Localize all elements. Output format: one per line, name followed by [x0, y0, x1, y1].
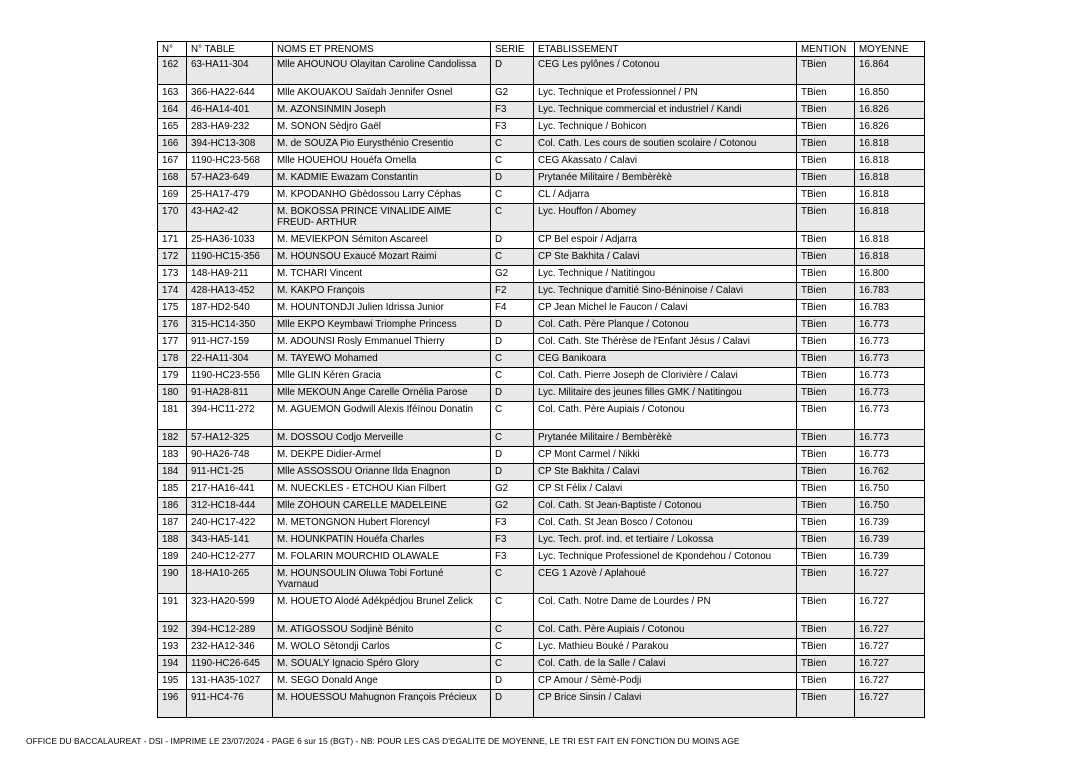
cell-rank: 193: [158, 639, 187, 656]
cell-name: M. TAYEWO Mohamed: [273, 351, 491, 368]
cell-average: 16.773: [855, 351, 925, 368]
cell-series: C: [491, 566, 534, 594]
cell-average: 16.773: [855, 334, 925, 351]
table-row: [158, 334, 925, 351]
cell-average: 16.826: [855, 102, 925, 119]
cell-table-number: 232-HA12-346: [187, 639, 273, 656]
cell-rank: 169: [158, 187, 187, 204]
cell-average: 16.750: [855, 481, 925, 498]
cell-name: M. de SOUZA Pio Eurysthénio Cresentio: [273, 136, 491, 153]
cell-average: 16.762: [855, 464, 925, 481]
cell-average: 16.727: [855, 566, 925, 594]
cell-series: D: [491, 673, 534, 690]
cell-mention: TBien: [797, 656, 855, 673]
cell-mention: TBien: [797, 300, 855, 317]
cell-mention: TBien: [797, 385, 855, 402]
cell-mention: TBien: [797, 170, 855, 187]
cell-table-number: 315-HC14-350: [187, 317, 273, 334]
cell-average: 16.773: [855, 317, 925, 334]
cell-rank: 176: [158, 317, 187, 334]
cell-table-number: 57-HA23-649: [187, 170, 273, 187]
cell-school: Col. Cath. Notre Dame de Lourdes / PN: [534, 594, 797, 622]
cell-name: M. MEVIEKPON Sémiton Ascareel: [273, 232, 491, 249]
cell-mention: TBien: [797, 351, 855, 368]
cell-name: Mlle AKOUAKOU Saïdah Jennifer Osnel: [273, 85, 491, 102]
cell-school: Lyc. Houffon / Abomey: [534, 204, 797, 232]
table-row: [158, 300, 925, 317]
cell-school: CP Ste Bakhita / Calavi: [534, 249, 797, 266]
cell-name: M. HOUNKPATIN Houéfa Charles: [273, 532, 491, 549]
cell-rank: 177: [158, 334, 187, 351]
table-row: [158, 498, 925, 515]
cell-series: C: [491, 351, 534, 368]
cell-school: Col. Cath. de la Salle / Calavi: [534, 656, 797, 673]
cell-school: Lyc. Technique commercial et industriel / Kandi: [534, 102, 797, 119]
cell-name: Mlle EKPO Keymbawi Triomphe Princess: [273, 317, 491, 334]
cell-name: M. AGUEMON Godwill Alexis Iféïnou Donatin: [273, 402, 491, 430]
cell-rank: 180: [158, 385, 187, 402]
cell-school: Col. Cath. St Jean Bosco / Cotonou: [534, 515, 797, 532]
cell-name: M. FOLARIN MOURCHID OLAWALE: [273, 549, 491, 566]
cell-mention: TBien: [797, 85, 855, 102]
cell-table-number: 911-HC1-25: [187, 464, 273, 481]
cell-name: M. SONON Sèdjro Gaël: [273, 119, 491, 136]
cell-name: M. ATIGOSSOU Sodjinè Bénito: [273, 622, 491, 639]
cell-school: Lyc. Mathieu Bouké / Parakou: [534, 639, 797, 656]
cell-mention: TBien: [797, 57, 855, 85]
cell-rank: 172: [158, 249, 187, 266]
table-row: [158, 515, 925, 532]
cell-table-number: 91-HA28-811: [187, 385, 273, 402]
cell-series: C: [491, 153, 534, 170]
table-row: [158, 447, 925, 464]
cell-mention: TBien: [797, 368, 855, 385]
cell-average: 16.727: [855, 656, 925, 673]
cell-mention: TBien: [797, 119, 855, 136]
cell-rank: 171: [158, 232, 187, 249]
cell-rank: 173: [158, 266, 187, 283]
cell-average: 16.773: [855, 447, 925, 464]
cell-average: 16.739: [855, 549, 925, 566]
cell-average: 16.739: [855, 515, 925, 532]
cell-table-number: 217-HA16-441: [187, 481, 273, 498]
cell-series: C: [491, 639, 534, 656]
cell-mention: TBien: [797, 566, 855, 594]
cell-school: CEG Banikoara: [534, 351, 797, 368]
cell-mention: TBien: [797, 232, 855, 249]
table-row: [158, 119, 925, 136]
cell-mention: TBien: [797, 334, 855, 351]
cell-rank: 166: [158, 136, 187, 153]
table-row: [158, 481, 925, 498]
cell-average: 16.818: [855, 249, 925, 266]
cell-name: M. HOUNSOU Exaucé Mozart Raimi: [273, 249, 491, 266]
cell-rank: 192: [158, 622, 187, 639]
table-header-row: [158, 42, 925, 57]
cell-rank: 183: [158, 447, 187, 464]
cell-rank: 162: [158, 57, 187, 85]
cell-school: CP Brice Sinsin / Calavi: [534, 690, 797, 718]
cell-mention: TBien: [797, 266, 855, 283]
cell-series: C: [491, 656, 534, 673]
table-row: [158, 368, 925, 385]
table-row: [158, 57, 925, 85]
cell-name: M. ADOUNSI Rosly Emmanuel Thierry: [273, 334, 491, 351]
cell-table-number: 1190-HC15-356: [187, 249, 273, 266]
cell-table-number: 394-HC13-308: [187, 136, 273, 153]
cell-table-number: 90-HA26-748: [187, 447, 273, 464]
table-row: [158, 351, 925, 368]
cell-rank: 189: [158, 549, 187, 566]
cell-average: 16.818: [855, 204, 925, 232]
cell-table-number: 428-HA13-452: [187, 283, 273, 300]
cell-rank: 178: [158, 351, 187, 368]
cell-mention: TBien: [797, 515, 855, 532]
table-row: [158, 136, 925, 153]
cell-school: CP Ste Bakhita / Calavi: [534, 464, 797, 481]
table-row: [158, 153, 925, 170]
cell-name: M. DOSSOU Codjo Merveille: [273, 430, 491, 447]
cell-series: C: [491, 136, 534, 153]
cell-mention: TBien: [797, 402, 855, 430]
table-row: [158, 673, 925, 690]
cell-average: 16.783: [855, 283, 925, 300]
cell-school: CP Amour / Sèmè-Podji: [534, 673, 797, 690]
cell-table-number: 283-HA9-232: [187, 119, 273, 136]
cell-rank: 167: [158, 153, 187, 170]
cell-rank: 191: [158, 594, 187, 622]
cell-school: Col. Cath. Les cours de soutien scolaire / Cotonou: [534, 136, 797, 153]
cell-table-number: 394-HC12-289: [187, 622, 273, 639]
cell-series: F3: [491, 102, 534, 119]
cell-mention: TBien: [797, 283, 855, 300]
cell-name: M. TCHARI Vincent: [273, 266, 491, 283]
cell-rank: 168: [158, 170, 187, 187]
table-row: [158, 170, 925, 187]
table-row: [158, 385, 925, 402]
cell-school: CP Jean Michel le Faucon / Calavi: [534, 300, 797, 317]
cell-school: CL / Adjarra: [534, 187, 797, 204]
cell-average: 16.773: [855, 430, 925, 447]
cell-school: CP Mont Carmel / Nikki: [534, 447, 797, 464]
cell-school: Lyc. Technique d'amitié Sino-Béninoise / Calavi: [534, 283, 797, 300]
cell-average: 16.727: [855, 673, 925, 690]
cell-table-number: 18-HA10-265: [187, 566, 273, 594]
cell-series: D: [491, 232, 534, 249]
cell-name: M. HOUNTONDJI Julien Idrissa Junior: [273, 300, 491, 317]
cell-rank: 195: [158, 673, 187, 690]
table-row: [158, 317, 925, 334]
cell-mention: TBien: [797, 673, 855, 690]
table-row: [158, 266, 925, 283]
header-average: MOYENNE: [855, 42, 925, 57]
cell-rank: 174: [158, 283, 187, 300]
cell-name: Mlle HOUEHOU Houéfa Ornella: [273, 153, 491, 170]
cell-school: Lyc. Technique Professionel de Kpondehou / Cotonou: [534, 549, 797, 566]
cell-school: CP St Félix / Calavi: [534, 481, 797, 498]
cell-name: M. AZONSINMIN Joseph: [273, 102, 491, 119]
cell-table-number: 57-HA12-325: [187, 430, 273, 447]
header-series: SERIE: [491, 42, 534, 57]
cell-school: Prytanée Militaire / Bembèrèkè: [534, 430, 797, 447]
cell-school: Col. Cath. St Jean-Baptiste / Cotonou: [534, 498, 797, 515]
cell-mention: TBien: [797, 532, 855, 549]
cell-average: 16.818: [855, 153, 925, 170]
cell-name: M. METONGNON Hubert Florencyl: [273, 515, 491, 532]
cell-table-number: 240-HC12-277: [187, 549, 273, 566]
cell-series: D: [491, 447, 534, 464]
cell-school: Col. Cath. Père Aupiais / Cotonou: [534, 622, 797, 639]
cell-mention: TBien: [797, 594, 855, 622]
table-row: [158, 232, 925, 249]
cell-average: 16.773: [855, 402, 925, 430]
cell-rank: 175: [158, 300, 187, 317]
cell-school: Prytanée Militaire / Bembèrèkè: [534, 170, 797, 187]
cell-series: D: [491, 170, 534, 187]
table-row: [158, 656, 925, 673]
cell-name: Mlle ZOHOUN CARELLE MADELEINE: [273, 498, 491, 515]
cell-rank: 163: [158, 85, 187, 102]
cell-average: 16.818: [855, 136, 925, 153]
cell-table-number: 323-HA20-599: [187, 594, 273, 622]
cell-name: M. SEGO Donald Ange: [273, 673, 491, 690]
cell-series: C: [491, 249, 534, 266]
cell-mention: TBien: [797, 187, 855, 204]
table-row: [158, 430, 925, 447]
cell-series: F3: [491, 532, 534, 549]
cell-school: CP Bel espoir / Adjarra: [534, 232, 797, 249]
cell-series: G2: [491, 266, 534, 283]
cell-average: 16.864: [855, 57, 925, 85]
cell-name: M. DEKPE Didier-Armel: [273, 447, 491, 464]
header-name: NOMS ET PRENOMS: [273, 42, 491, 57]
cell-series: C: [491, 402, 534, 430]
cell-series: F3: [491, 515, 534, 532]
cell-series: G2: [491, 498, 534, 515]
cell-series: F3: [491, 119, 534, 136]
cell-table-number: 1190-HC23-556: [187, 368, 273, 385]
cell-rank: 179: [158, 368, 187, 385]
page-footer: OFFICE DU BACCALAUREAT - DSI - IMPRIME LE 23/07/2024 - PAGE 6 sur 15 (BGT) - NB: POUR LES CAS D'EGALITE DE MOYENNE, LE TRI EST FAIT EN FONCTION DU MOINS AGE: [26, 736, 740, 746]
cell-school: Lyc. Technique / Bohicon: [534, 119, 797, 136]
cell-mention: TBien: [797, 204, 855, 232]
cell-average: 16.750: [855, 498, 925, 515]
cell-table-number: 131-HA35-1027: [187, 673, 273, 690]
cell-average: 16.727: [855, 622, 925, 639]
table-row: [158, 187, 925, 204]
cell-series: C: [491, 594, 534, 622]
cell-name: Mlle MEKOUN Ange Carelle Ornélia Parose: [273, 385, 491, 402]
cell-school: Col. Cath. Père Planque / Cotonou: [534, 317, 797, 334]
cell-mention: TBien: [797, 639, 855, 656]
cell-name: M. WOLO Sètondji Carlos: [273, 639, 491, 656]
cell-name: M. KPODANHO Gbèdossou Larry Céphas: [273, 187, 491, 204]
cell-table-number: 22-HA11-304: [187, 351, 273, 368]
cell-school: Col. Cath. Ste Thérèse de l'Enfant Jésus / Calavi: [534, 334, 797, 351]
cell-series: F4: [491, 300, 534, 317]
table-row: [158, 639, 925, 656]
cell-rank: 182: [158, 430, 187, 447]
cell-average: 16.773: [855, 385, 925, 402]
cell-name: M. KAKPO François: [273, 283, 491, 300]
table-row: [158, 283, 925, 300]
table-row: [158, 532, 925, 549]
cell-average: 16.800: [855, 266, 925, 283]
results-table: [157, 41, 925, 718]
header-table-number: N° TABLE: [187, 42, 273, 57]
cell-series: D: [491, 334, 534, 351]
cell-rank: 165: [158, 119, 187, 136]
cell-rank: 188: [158, 532, 187, 549]
cell-series: D: [491, 464, 534, 481]
table-row: [158, 566, 925, 594]
cell-name: Mlle GLIN Kéren Gracia: [273, 368, 491, 385]
cell-table-number: 240-HC17-422: [187, 515, 273, 532]
cell-mention: TBien: [797, 481, 855, 498]
cell-name: M. HOUNSOULIN Oluwa Tobi Fortuné Yvarnaud: [273, 566, 491, 594]
cell-table-number: 911-HC4-76: [187, 690, 273, 718]
cell-school: CEG Les pylônes / Cotonou: [534, 57, 797, 85]
cell-name: M. HOUESSOU Mahugnon François Précieux: [273, 690, 491, 718]
header-school: ETABLISSEMENT: [534, 42, 797, 57]
cell-table-number: 25-HA36-1033: [187, 232, 273, 249]
cell-series: C: [491, 187, 534, 204]
cell-mention: TBien: [797, 136, 855, 153]
cell-rank: 164: [158, 102, 187, 119]
cell-table-number: 1190-HC23-568: [187, 153, 273, 170]
cell-table-number: 312-HC18-444: [187, 498, 273, 515]
cell-series: D: [491, 317, 534, 334]
cell-table-number: 148-HA9-211: [187, 266, 273, 283]
cell-name: Mlle ASSOSSOU Orianne Ilda Enagnon: [273, 464, 491, 481]
cell-rank: 190: [158, 566, 187, 594]
cell-average: 16.739: [855, 532, 925, 549]
cell-rank: 194: [158, 656, 187, 673]
cell-average: 16.727: [855, 594, 925, 622]
cell-rank: 185: [158, 481, 187, 498]
cell-series: C: [491, 622, 534, 639]
cell-average: 16.826: [855, 119, 925, 136]
cell-table-number: 1190-HC26-645: [187, 656, 273, 673]
cell-rank: 186: [158, 498, 187, 515]
cell-average: 16.773: [855, 368, 925, 385]
cell-school: Col. Cath. Pierre Joseph de Clorivière / Calavi: [534, 368, 797, 385]
cell-mention: TBien: [797, 549, 855, 566]
cell-series: G2: [491, 85, 534, 102]
cell-mention: TBien: [797, 249, 855, 266]
cell-mention: TBien: [797, 430, 855, 447]
cell-mention: TBien: [797, 690, 855, 718]
table-row: [158, 402, 925, 430]
table-row: [158, 594, 925, 622]
cell-series: F3: [491, 549, 534, 566]
cell-series: G2: [491, 481, 534, 498]
cell-school: Lyc. Technique et Professionnel / PN: [534, 85, 797, 102]
cell-school: Lyc. Tech. prof. ind. et tertiaire / Lokossa: [534, 532, 797, 549]
cell-average: 16.783: [855, 300, 925, 317]
cell-average: 16.727: [855, 639, 925, 656]
cell-mention: TBien: [797, 622, 855, 639]
cell-series: D: [491, 385, 534, 402]
table-row: [158, 204, 925, 232]
cell-series: F2: [491, 283, 534, 300]
cell-name: Mlle AHOUNOU Olayitan Caroline Candolissa: [273, 57, 491, 85]
cell-table-number: 25-HA17-479: [187, 187, 273, 204]
cell-name: M. SOUALY Ignacio Spéro Glory: [273, 656, 491, 673]
cell-table-number: 911-HC7-159: [187, 334, 273, 351]
cell-average: 16.727: [855, 690, 925, 718]
cell-name: M. NUECKLES - ETCHOU Kian Filbert: [273, 481, 491, 498]
cell-school: Col. Cath. Père Aupiais / Cotonou: [534, 402, 797, 430]
cell-name: M. HOUETO Alodé Adékpédjou Brunel Zelick: [273, 594, 491, 622]
cell-mention: TBien: [797, 102, 855, 119]
cell-rank: 187: [158, 515, 187, 532]
table-body: [158, 57, 925, 718]
table-row: [158, 549, 925, 566]
cell-table-number: 63-HA11-304: [187, 57, 273, 85]
cell-school: Lyc. Militaire des jeunes filles GMK / Natitingou: [534, 385, 797, 402]
cell-mention: TBien: [797, 464, 855, 481]
table-row: [158, 249, 925, 266]
table-row: [158, 622, 925, 639]
cell-rank: 184: [158, 464, 187, 481]
cell-mention: TBien: [797, 498, 855, 515]
table-row: [158, 690, 925, 718]
cell-school: CEG Akassato / Calavi: [534, 153, 797, 170]
cell-name: M. BOKOSSA PRINCE VINALIDE AIME FREUD- ARTHUR: [273, 204, 491, 232]
cell-table-number: 43-HA2-42: [187, 204, 273, 232]
cell-mention: TBien: [797, 317, 855, 334]
cell-table-number: 394-HC11-272: [187, 402, 273, 430]
cell-average: 16.850: [855, 85, 925, 102]
table-row: [158, 85, 925, 102]
cell-table-number: 366-HA22-644: [187, 85, 273, 102]
cell-rank: 170: [158, 204, 187, 232]
cell-table-number: 343-HA5-141: [187, 532, 273, 549]
cell-school: CEG 1 Azovè / Aplahoué: [534, 566, 797, 594]
cell-series: D: [491, 690, 534, 718]
cell-average: 16.818: [855, 170, 925, 187]
cell-school: Lyc. Technique / Natitingou: [534, 266, 797, 283]
table-row: [158, 102, 925, 119]
cell-average: 16.818: [855, 187, 925, 204]
cell-series: C: [491, 204, 534, 232]
cell-series: C: [491, 368, 534, 385]
cell-rank: 181: [158, 402, 187, 430]
header-mention: MENTION: [797, 42, 855, 57]
cell-average: 16.818: [855, 232, 925, 249]
cell-series: C: [491, 430, 534, 447]
cell-mention: TBien: [797, 447, 855, 464]
cell-rank: 196: [158, 690, 187, 718]
cell-table-number: 187-HD2-540: [187, 300, 273, 317]
header-rank: N°: [158, 42, 187, 57]
cell-name: M. KADMIE Ewazam Constantin: [273, 170, 491, 187]
cell-mention: TBien: [797, 153, 855, 170]
cell-table-number: 46-HA14-401: [187, 102, 273, 119]
table-row: [158, 464, 925, 481]
cell-series: D: [491, 57, 534, 85]
